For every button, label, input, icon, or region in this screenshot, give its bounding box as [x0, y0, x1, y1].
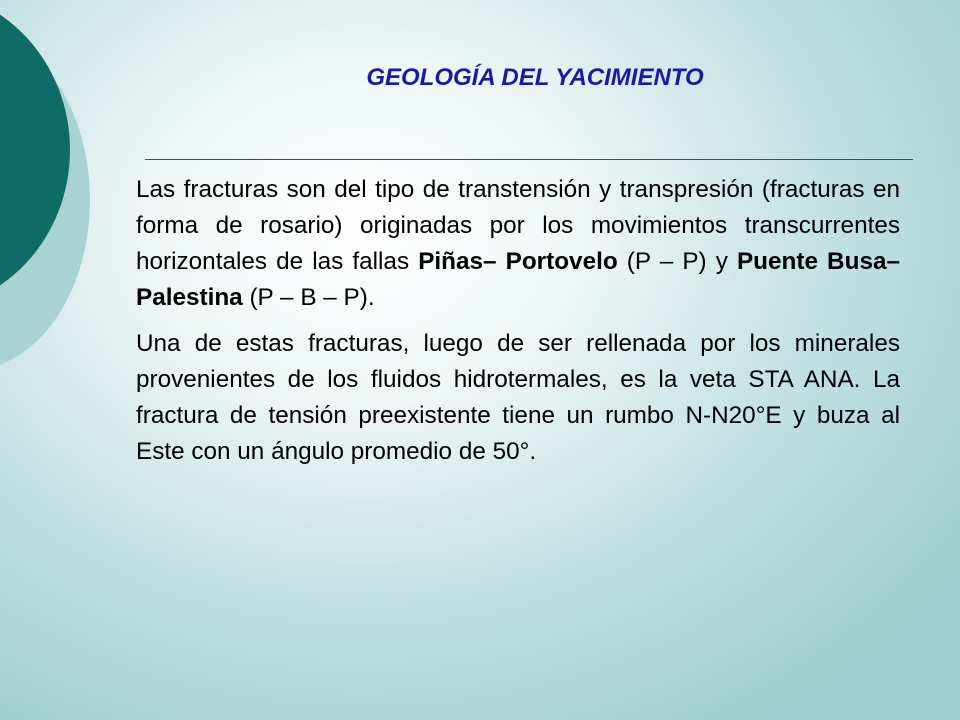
- slide-title: GEOLOGÍA DEL YACIMIENTO: [366, 64, 704, 91]
- paragraph-1-text-a: Las fracturas son del tipo de transtensión y transpresión (fracturas en forma de rosario) originadas por los movimientos transcurrentes horizontales de las fallas: [136, 176, 900, 275]
- fault-name-puente-busa-palestina: Puente Busa– Palestina: [136, 248, 900, 311]
- paragraph-1-text-c: (P – B – P).: [242, 284, 375, 311]
- paragraph-vein: Una de estas fracturas, luego de ser rellenada por los minerales provenientes de los fluidos hidrotermales, es la veta STA ANA. La fractura de tensión preexistente tiene un rumbo N-N20°E y buza al Este con un ángulo promedio de 50°.: [136, 330, 900, 465]
- slide-body: [136, 172, 900, 480]
- fault-name-pinas-portovelo: Piñas– Portovelo: [418, 248, 618, 275]
- paragraph-fractures: [136, 172, 900, 316]
- title-divider: [145, 159, 913, 160]
- paragraph-1-text-b: (P – P) y: [617, 248, 737, 275]
